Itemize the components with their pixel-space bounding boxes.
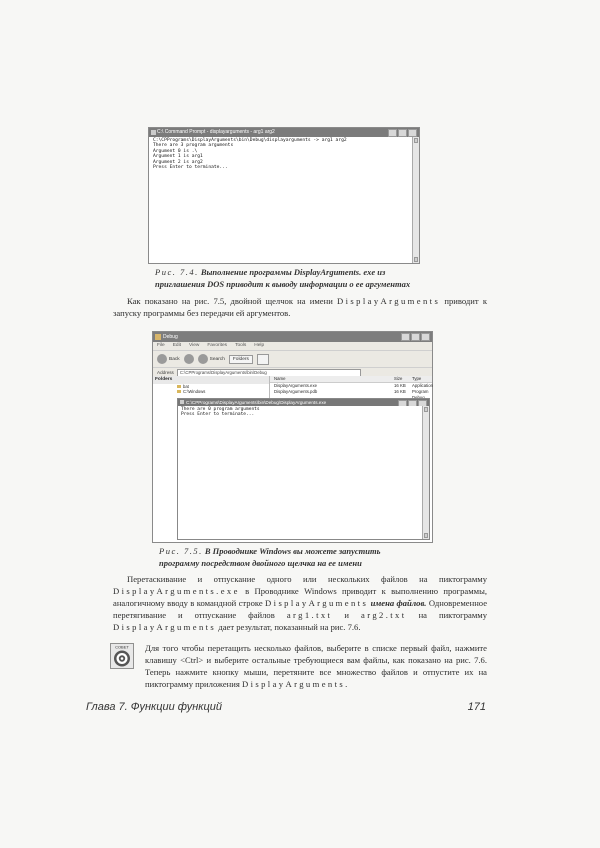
para2-t4: на пиктограмму	[418, 610, 487, 620]
figure-7-4-caption	[155, 266, 425, 290]
tip-end: .	[345, 679, 348, 689]
tip-paragraph	[145, 642, 487, 690]
menu-file: File	[157, 343, 165, 348]
address-field: C:\CPPrograms\DisplayArguments\bin\Debug	[177, 369, 361, 377]
maximize-icon	[411, 333, 420, 341]
close-icon	[421, 333, 430, 341]
column-type: Type	[412, 376, 422, 381]
para2-t2: в Проводнике Windows приводит к выполнению программы, аналогичному вводу в командной строке	[113, 586, 487, 608]
explorer-menu-bar	[153, 342, 432, 350]
address-label: Address	[157, 370, 174, 375]
console-window-title: C:\ Command Prompt - displayarguments - arg1 arg2	[157, 129, 275, 135]
forward-arrow-icon	[184, 354, 194, 364]
program-name: DisplayArguments	[337, 296, 441, 306]
figure-7-5-explorer-window	[152, 331, 433, 543]
file-row	[270, 389, 432, 395]
para2-and: и	[344, 610, 349, 620]
minimize-icon	[401, 333, 410, 341]
caption-text: В Проводнике Windows вы можете запустить программу посредством двойного щелчка на ее имени	[159, 546, 381, 568]
maximize-icon	[408, 400, 417, 406]
folders-pane	[153, 376, 270, 400]
tip-target-icon	[110, 643, 134, 669]
page-number: 171	[467, 701, 486, 713]
folder-item: C:\Windows	[153, 389, 269, 394]
console-system-icon	[180, 400, 184, 404]
caption-label: Рис. 7.5.	[159, 546, 203, 556]
console-line: Argument 1 is arg1	[153, 154, 203, 160]
console-line: There are 3 program arguments	[153, 143, 234, 149]
explorer-toolbar	[153, 350, 432, 368]
search-icon	[198, 354, 208, 364]
back-button	[157, 354, 180, 364]
file-name-1: arg1.txt	[286, 610, 333, 620]
para1-end: приводит к запуску программы без передачи ей аргументов.	[113, 296, 488, 318]
back-arrow-icon	[157, 354, 167, 364]
menu-favorites: Favorites	[207, 343, 228, 348]
minimize-icon	[388, 129, 397, 137]
menu-tools: Tools	[235, 343, 247, 348]
folders-header: Folders	[153, 376, 269, 384]
program-name: DisplayArguments	[265, 598, 369, 608]
console-line: Argument 0 is .\	[153, 148, 198, 154]
console-system-icon	[151, 130, 156, 135]
console-line: Argument 2 is arg2	[153, 159, 203, 165]
explorer-window-title: Debug	[163, 334, 178, 340]
file-name: DisplayArguments.exe	[274, 383, 317, 388]
file-list	[270, 376, 432, 400]
file-type: Program	[412, 389, 429, 394]
paragraph-1	[113, 295, 487, 319]
window-controls	[388, 129, 417, 137]
explorer-title-bar	[153, 332, 432, 342]
console-line: There are 0 program arguments	[181, 407, 260, 412]
file-size: 16 KB	[394, 383, 406, 388]
folders-button	[229, 355, 253, 364]
search-button	[198, 354, 225, 364]
console-title-bar	[149, 128, 419, 137]
folders-label: Folders	[232, 356, 249, 362]
figure-7-4-console-window	[148, 127, 420, 264]
paragraph-2	[113, 573, 487, 633]
overlay-console-output	[178, 406, 429, 418]
folder-icon	[155, 334, 161, 340]
menu-edit: Edit	[172, 343, 182, 348]
para2-t1: Перетаскивание и отпускание одного или нескольких файлов на пиктограмму	[127, 574, 487, 584]
program-name: DisplayArguments	[113, 622, 217, 632]
page-footer	[86, 701, 486, 715]
column-name: Name	[274, 376, 286, 381]
caption-text: Выполнение программы DisplayArguments. exe из приглашения DOS приводит к выводу информации о ее аргументах	[155, 267, 411, 289]
console-line: Press Enter to terminate...	[153, 165, 228, 171]
console-output	[149, 137, 419, 171]
console-line: C:\CPPrograms\DisplayArguments\bin\Debug\displayarguments -> arg1 arg2	[153, 138, 347, 143]
emphasis-file-names: имена файлов.	[370, 598, 427, 608]
file-name: DisplayArguments.pdb	[274, 389, 318, 394]
para1-start: Как показано на рис. 7.5, двойной щелчок на имени	[127, 296, 333, 306]
folder-item: bat	[153, 384, 269, 389]
figure-7-5-caption	[159, 545, 419, 569]
back-label: Back	[169, 356, 180, 362]
column-size: Size	[394, 376, 403, 381]
overlay-console-scrollbar	[422, 406, 429, 539]
console-line: Press Enter to terminate...	[181, 412, 255, 418]
views-icon	[257, 354, 269, 365]
tip-text: Для того чтобы перетащить несколько файлов, выберите в списке первый файл, нажмите клавишу <Ctrl> и выберите остальные требующиеся вам файлы, как показано на рис. 7.6. Теперь нажмите кнопку мыши, перетяните все множество файлов и отпустите их на пиктограмму приложения	[145, 643, 487, 689]
para2-t5: дает результат, показанный на рис. 7.6.	[218, 622, 361, 632]
overlay-console-title-bar	[178, 399, 429, 406]
file-type: Application	[412, 383, 434, 388]
console-scrollbar	[412, 137, 419, 263]
maximize-icon	[398, 129, 407, 137]
explorer-body	[153, 376, 432, 542]
menu-help: Help	[254, 343, 265, 348]
file-name-2: arg2.txt	[361, 610, 407, 620]
search-label: Search	[209, 356, 225, 362]
program-name: DisplayArguments	[241, 679, 346, 689]
minimize-icon	[398, 400, 407, 406]
chapter-title: Глава 7. Функции функций	[86, 701, 223, 713]
file-list-header	[270, 376, 432, 383]
close-icon	[408, 129, 417, 137]
overlay-console-window	[177, 398, 430, 540]
menu-view: View	[189, 343, 200, 348]
para2-t3: Одновременное перетягивание и отпускание файлов	[113, 598, 488, 620]
file-size: 16 KB	[394, 389, 406, 394]
program-name: DisplayArguments.exe	[113, 586, 240, 596]
explorer-window-controls	[401, 333, 430, 341]
tip-badge-label: СОВЕТ	[115, 644, 129, 650]
caption-label: Рис. 7.4.	[155, 267, 199, 277]
overlay-console-title: C:\CPPrograms\DisplayArguments\bin\Debug\DisplayArguments.exe	[186, 400, 327, 405]
